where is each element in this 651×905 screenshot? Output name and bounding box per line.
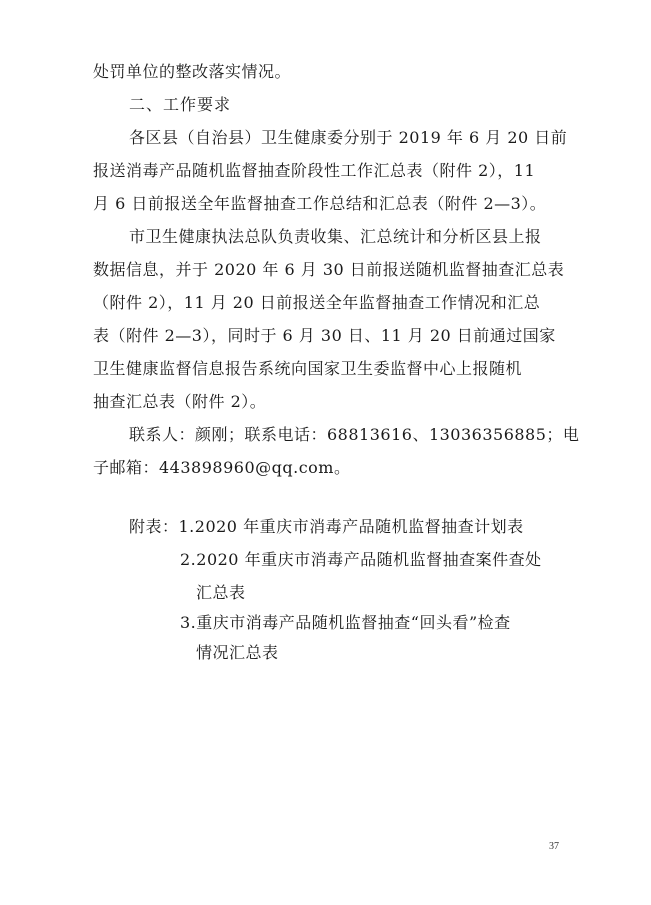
contact-email-line: 子邮箱：443898960@qq.com。	[93, 458, 351, 477]
section-heading: 二、工作要求	[129, 95, 232, 114]
text-line: 抽查汇总表（附件 2）。	[93, 392, 267, 411]
attachment-item-2: 2.2020 年重庆市消毒产品随机监督抽查案件查处	[180, 550, 542, 569]
contact-line: 联系人：颜刚；联系电话：68813616、13036356885；电	[129, 425, 580, 444]
text-line: 卫生健康监督信息报告系统向国家卫生委监督中心上报随机	[93, 359, 523, 378]
text-line: 数据信息，并于 2020 年 6 月 30 日前报送随机监督抽查汇总表	[93, 260, 565, 279]
attachment-item-2-continued: 汇总表	[196, 583, 246, 602]
attachment-item-3: 3.重庆市消毒产品随机监督抽查“回头看”检查	[180, 613, 511, 632]
attachment-item-1: 附表：1.2020 年重庆市消毒产品随机监督抽查计划表	[129, 517, 524, 536]
text-line: 处罚单位的整改落实情况。	[93, 62, 292, 81]
text-line: （附件 2），11 月 20 日前报送全年监督抽查工作情况和汇总	[93, 293, 541, 312]
text-line: 各区县（自治县）卫生健康委分别于 2019 年 6 月 20 日前	[129, 128, 568, 147]
text-line: 报送消毒产品随机监督抽查阶段性工作汇总表（附件 2），11	[93, 161, 536, 180]
text-line: 市卫生健康执法总队负责收集、汇总统计和分析区县上报	[129, 227, 542, 246]
text-line: 表（附件 2—3），同时于 6 月 30 日、11 月 20 日前通过国家	[93, 326, 556, 345]
text-line: 月 6 日前报送全年监督抽查工作总结和汇总表（附件 2—3）。	[93, 194, 547, 213]
attachment-item-3-continued: 情况汇总表	[196, 643, 279, 662]
page-number: 37	[549, 841, 559, 852]
